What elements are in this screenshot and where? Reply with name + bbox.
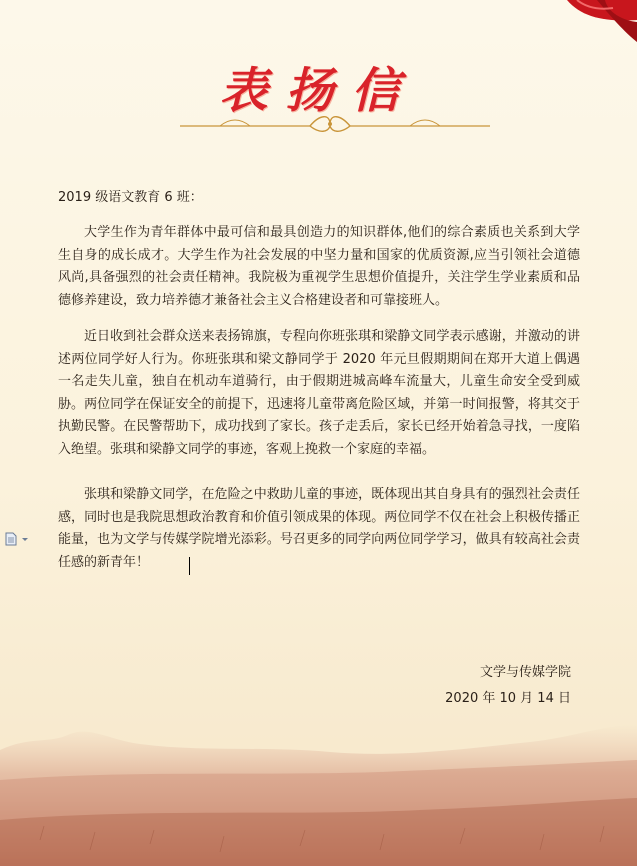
signature-date: 2020 年 10 月 14 日 (445, 691, 571, 706)
red-ribbon-decoration (527, 0, 637, 50)
paragraph-1: 大学生作为青年群体中最可信和最具创造力的知识群体,他们的综合素质也关系到大学生自身的成长成才。大学生作为社会发展的中坚力量和国家的优质资源,应当引领社会道德风尚,具备强烈的社会责任精神。我院极为重视学生思想价值提升，关注学生学业素质和品德修养建设，致力培养德才兼备社会主义合格建设者和可靠接班人。 (58, 225, 580, 308)
landscape-background-image (0, 700, 637, 866)
document-icon[interactable] (4, 532, 32, 546)
paragraph-3: 张琪和梁静文同学，在危险之中救助儿童的事迹，既体现出其自身具有的强烈社会责任感，同时也是我院思想政治教育和价值引领成果的体现。两位同学不仅在社会上积极传播正能量，也为文学与传媒学院增光添彩。号召更多的同学向两位同学学习，做具有较高社会责任感的新青年！ (58, 487, 580, 570)
letter-title: 表扬信 (219, 63, 418, 119)
gold-flourish-divider-icon (160, 112, 500, 136)
text-cursor (189, 557, 190, 575)
paragraph-2: 近日收到社会群众送来表扬锦旗，专程向你班张琪和梁静文同学表示感谢，并激动的讲述两位同学好人行为。你班张琪和梁文静同学于 2020 年元旦假期期间在郑开大道上偶遇一名走失儿童，独自在机动车道骑行，由于假期进城高峰车流量大，儿童生命安全受到威胁。两位同学在保证安全的前提下，迅速将儿童带离危险区域，并第一时间报警，将其交于执勤民警。在民警帮助下，成功找到了家长。孩子走丢后，家长已经开始着急寻找，一度陷入绝望。张琪和梁静文同学的事迹，客观上挽救一个家庭的幸福。 (58, 329, 580, 457)
salutation: 2019 级语文教育 6 班： (58, 190, 203, 205)
signature-org: 文学与传媒学院 (479, 665, 571, 680)
